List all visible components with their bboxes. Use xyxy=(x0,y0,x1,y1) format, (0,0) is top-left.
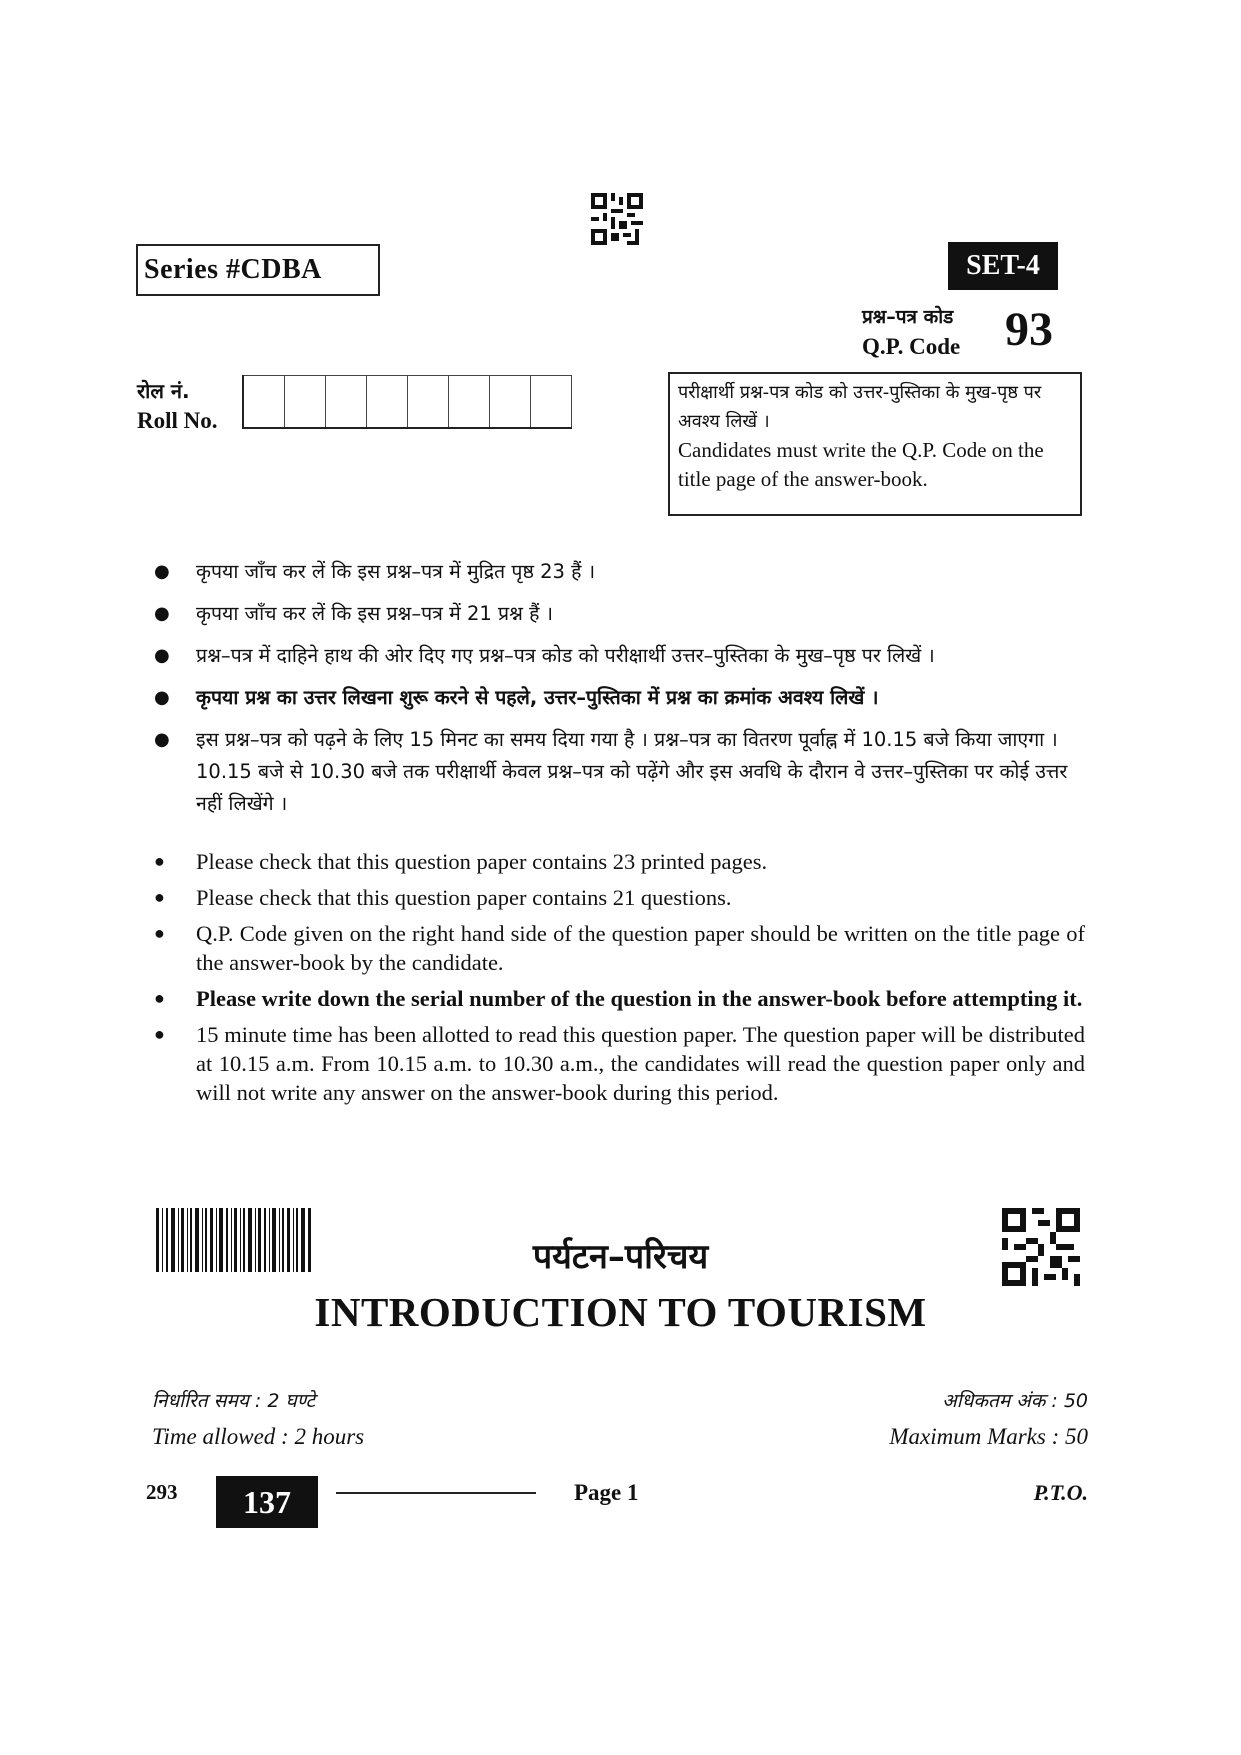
list-item: ● Please check that this question paper contains 21 questions. xyxy=(154,885,732,910)
qr-code-icon xyxy=(1002,1208,1080,1286)
roll-digit-box[interactable] xyxy=(449,375,490,427)
time-allowed: Time allowed : 2 hours xyxy=(152,1424,365,1449)
qr-code-icon xyxy=(591,193,643,245)
maximum-marks: Maximum Marks : 50 xyxy=(889,1424,1088,1449)
time-allowed-hindi: निर्धारित समय : 2 घण्टे xyxy=(152,1390,316,1412)
roll-digit-box[interactable] xyxy=(285,375,326,427)
list-item: ● कृपया जाँच कर लें कि इस प्रश्न–पत्र में 21 प्रश्न हैं । xyxy=(154,602,554,625)
instructions-hindi xyxy=(140,556,1085,830)
qp-code-hindi-label: प्रश्न–पत्र कोड xyxy=(862,306,954,328)
list-item: ● 15 minute time has been allotted to read this question paper. The question paper will be distributed at 10.15 a.m. From 10.15 a.m. to 10.30 a.m., the candidates will read the question paper only and will not write any answer on the answer-book during this period. xyxy=(154,1022,1085,1105)
instructions-english xyxy=(140,847,1085,1114)
paper-number-badge: 137 xyxy=(216,1476,318,1528)
roll-number-hindi-label: रोल नं. xyxy=(137,379,190,403)
list-item: ● Please check that this question paper contains 23 printed pages. xyxy=(154,849,768,874)
qp-code-label: Q.P. Code xyxy=(862,334,961,359)
list-item: ● इस प्रश्न–पत्र को पढ़ने के लिए 15 मिनट का समय दिया गया है । प्रश्न–पत्र का वितरण पूर्वाह्न में 10.15 बजे किया जाएगा । 10.15 बजे से 10.30 बजे तक परीक्षार्थी केवल प्रश्न–पत्र को पढ़ेंगे और इस अवधि के दौरान वे उत्तर–पुस्तिका पर कोई उत्तर नहीं लिखेंगे । xyxy=(154,728,1068,815)
qp-code-notice xyxy=(668,372,1082,516)
series-label: Series #CDBA xyxy=(136,244,380,296)
roll-digit-box[interactable] xyxy=(408,375,449,427)
roll-digit-box[interactable] xyxy=(326,375,367,427)
pto-label: P.T.O. xyxy=(1033,1480,1088,1505)
maximum-marks-hindi: अधिकतम अंक : 50 xyxy=(942,1390,1088,1412)
notice-hindi: परीक्षार्थी प्रश्न-पत्र कोड को उत्तर-पुस्तिका के मुख-पृष्ठ पर अवश्य लिखें । xyxy=(678,382,1042,432)
qp-code-value: 93 xyxy=(1005,303,1053,356)
roll-number-boxes[interactable] xyxy=(242,375,572,429)
footer-divider xyxy=(336,1492,536,1494)
list-item: ● Q.P. Code given on the right hand side of the question paper should be written on the title page of the answer-book by the candidate. xyxy=(154,921,1085,975)
page-number: Page 1 xyxy=(574,1480,639,1505)
paper-code: 293 xyxy=(146,1480,178,1504)
notice-english: Candidates must write the Q.P. Code on the title page of the answer-book. xyxy=(678,438,1044,491)
list-item: ● प्रश्न–पत्र में दाहिने हाथ की ओर दिए गए प्रश्न–पत्र कोड को परीक्षार्थी उत्तर–पुस्तिका के मुख–पृष्ठ पर लिखें । xyxy=(154,644,935,667)
subject-title: INTRODUCTION TO TOURISM xyxy=(314,1289,927,1335)
roll-digit-box[interactable] xyxy=(490,375,531,427)
set-badge: SET-4 xyxy=(948,242,1058,290)
list-item: ● कृपया प्रश्न का उत्तर लिखना शुरू करने से पहले, उत्तर–पुस्तिका में प्रश्न का क्रमांक अवश्य लिखें । xyxy=(154,686,879,709)
roll-digit-box[interactable] xyxy=(531,375,572,427)
roll-digit-box[interactable] xyxy=(244,375,285,427)
subject-title-hindi: पर्यटन–परिचय xyxy=(532,1237,709,1277)
list-item: ● कृपया जाँच कर लें कि इस प्रश्न–पत्र में मुद्रित पृष्ठ 23 हैं । xyxy=(154,560,596,583)
roll-number-label: Roll No. xyxy=(137,408,218,433)
list-item: ● Please write down the serial number of the question in the answer-book before attempting it. xyxy=(154,986,1083,1011)
roll-digit-box[interactable] xyxy=(367,375,408,427)
